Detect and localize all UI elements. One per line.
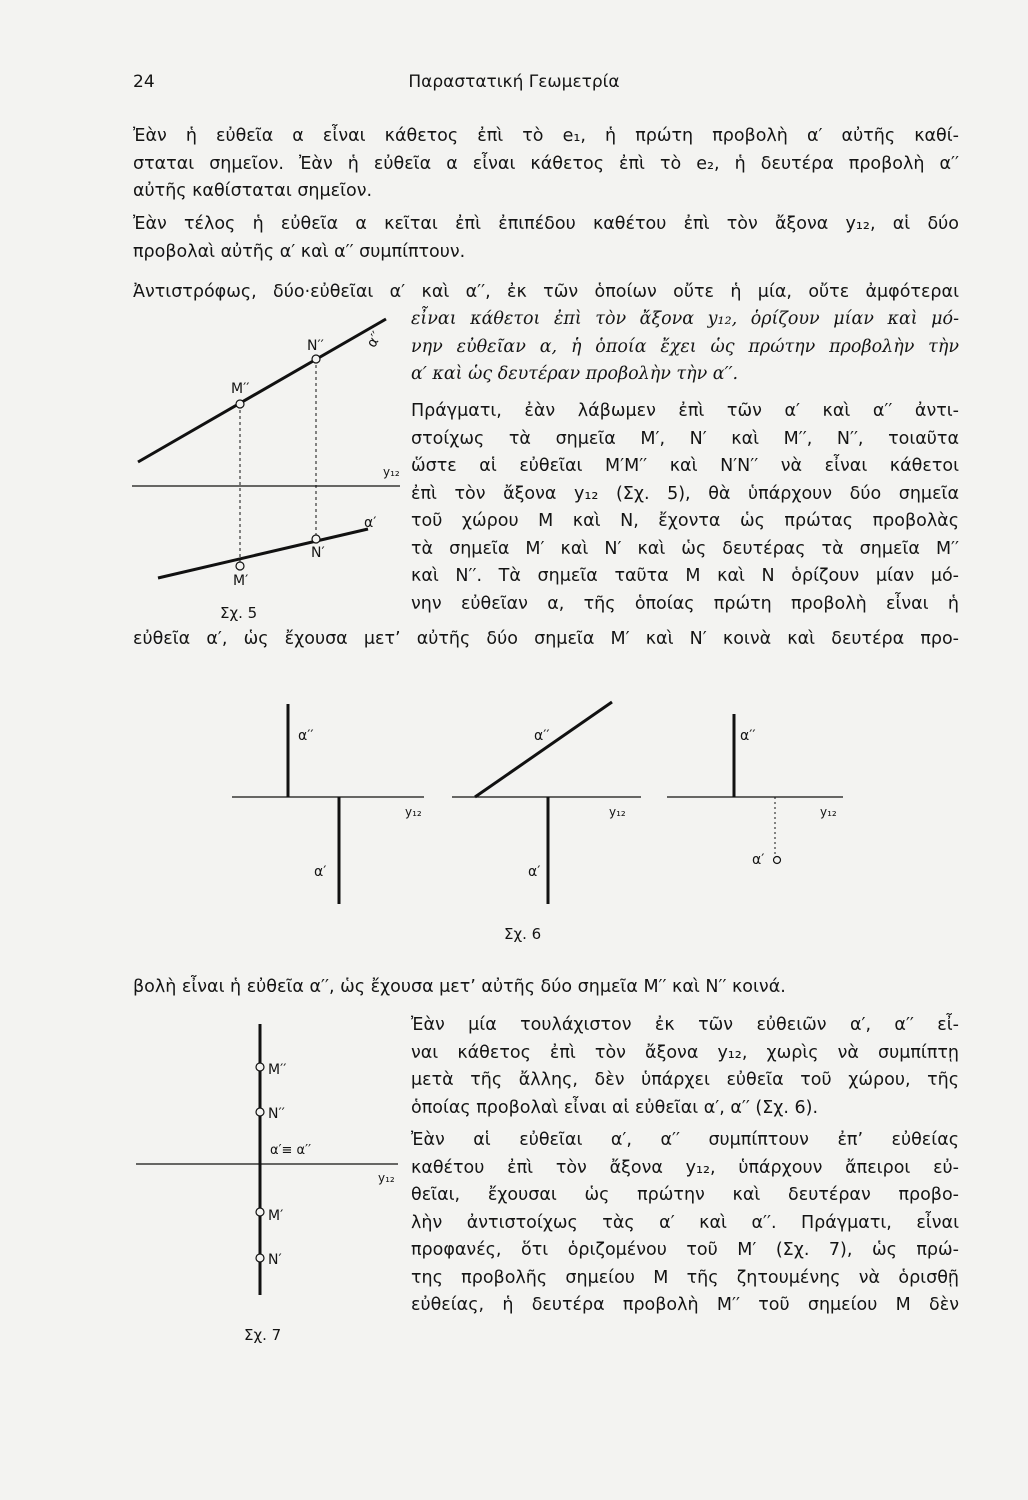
paragraph-4-end bbox=[133, 974, 959, 1002]
label-a2: α′′ bbox=[363, 329, 386, 351]
label-y12: y₁₂ bbox=[405, 805, 422, 819]
text-line: θεῖαι, ἔχουσαι ὡς πρώτην καὶ δευτέραν προβο- bbox=[411, 1185, 959, 1205]
text-line: Ἀντιστρόφως, δύο·εὐθεῖαι α′ καὶ α′′, ἐκ τῶν ὁποίων οὔτε ἡ μία, οὔτε ἀμφότεραι bbox=[133, 282, 959, 302]
text-line: καθέτου ἐπὶ τὸν ἄξονα y₁₂, ὑπάρχουν ἄπειροι εὐ- bbox=[411, 1157, 959, 1178]
text-line: ναι κάθετος ἐπὶ τὸν ἄξονα y₁₂, χωρὶς νὰ συμπίπτῃ bbox=[411, 1042, 959, 1063]
text-line: τοῦ χώρου M καὶ N, ἔχοντα ὡς πρώτας προβολὰς bbox=[411, 511, 959, 531]
text-line: ὥστε αἱ εὐθεῖαι M′M′′ καὶ N′N′′ νὰ εἶναι κάθετοι bbox=[411, 456, 959, 476]
text-line: ἐπὶ τὸν ἄξονα y₁₂ (Σχ. 5), θὰ ὑπάρχουν δύο σημεῖα bbox=[411, 483, 959, 504]
text-line: αὐτῆς καθίσταται σημεῖον. bbox=[133, 181, 373, 201]
label-n1: N′ bbox=[311, 545, 325, 561]
text-line: Ἐὰν ἡ εὐθεῖα α εἶναι κάθετος ἐπὶ τὸ e₁, ἡ πρώτη προβολὴ α′ αὐτῆς καθί- bbox=[133, 126, 959, 146]
text-line: βολὴ εἶναι ἡ εὐθεῖα α′′, ὡς ἔχουσα μετ’ αὐτῆς δύο σημεῖα M′′ καὶ N′′ κοινά. bbox=[133, 977, 786, 997]
figure-caption: Σχ. 5 bbox=[220, 604, 258, 622]
point-n1 bbox=[312, 535, 320, 543]
label-a2: α′′ bbox=[740, 728, 756, 744]
point-m2 bbox=[236, 400, 244, 408]
label-n2: N′′ bbox=[307, 338, 324, 354]
text-line: ὁποίας προβολαὶ εἶναι αἱ εὐθεῖαι α′, α′′ (Σχ. 6). bbox=[411, 1097, 819, 1118]
paragraph-4-full bbox=[133, 626, 959, 654]
label-a1: α′ bbox=[364, 515, 377, 531]
label-n2: N′′ bbox=[268, 1106, 285, 1122]
text-line: τὰ σημεῖα M′ καὶ N′ καὶ ὡς δευτέρας τὰ σημεῖα M′′ bbox=[411, 538, 959, 559]
text-line: σταται σημεῖον. Ἐὰν ἡ εὐθεῖα α εἶναι κάθετος ἐπὶ τὸ e₂, ἡ δευτέρα προβολὴ α′′ bbox=[133, 153, 959, 174]
text-line: προβολαὶ αὐτῆς α′ καὶ α′′ συμπίπτουν. bbox=[133, 241, 466, 262]
point-n2 bbox=[256, 1108, 264, 1116]
text-line: εὐθεῖα α′, ὡς ἔχουσα μετ’ αὐτῆς δύο σημεῖα M′ καὶ N′ κοινὰ καὶ δευτέρα προ- bbox=[133, 629, 959, 649]
label-m1: M′ bbox=[233, 573, 249, 589]
point-n1 bbox=[256, 1254, 264, 1262]
text-line: Ἐὰν αἱ εὐθεῖαι α′, α′′ συμπίπτουν ἐπ’ εὐθείας bbox=[411, 1130, 959, 1150]
point-n2 bbox=[312, 355, 320, 363]
paragraph-6 bbox=[411, 1127, 959, 1320]
text-line: λὴν ἀντιστοίχως τὰς α′ καὶ α′′. Πράγματι, εἶναι bbox=[411, 1212, 959, 1233]
page-number: 24 bbox=[133, 72, 155, 92]
figure-5 bbox=[128, 310, 403, 630]
text-line: μετὰ τῆς ἄλλης, δὲν ὑπάρχει εὐθεῖα τοῦ χώρου, τῆς bbox=[411, 1070, 959, 1090]
text-line: νην εὐθεῖαν α, τῆς ὁποίας πρώτη προβολὴ εἶναι ἡ bbox=[411, 593, 959, 614]
paragraph-5 bbox=[411, 1012, 959, 1122]
text-line: στοίχως τὰ σημεῖα M′, N′ καὶ M′′, N′′, τοιαῦτα bbox=[411, 428, 959, 449]
label-a1: α′ bbox=[314, 864, 327, 880]
point-a1 bbox=[774, 857, 781, 864]
label-y12: y₁₂ bbox=[378, 1171, 395, 1185]
text-line: Ἐὰν μία τουλάχιστον ἐκ τῶν εὐθειῶν α′, α′′ εἶ- bbox=[411, 1015, 959, 1035]
label-y12: y₁₂ bbox=[820, 805, 837, 819]
line-a-double-prime bbox=[138, 319, 386, 462]
figure-6 bbox=[228, 690, 856, 950]
text-line: εἶναι κάθετοι ἐπὶ τὸν ἄξονα y₁₂, ὁρίζουν μίαν καὶ μό- bbox=[411, 309, 959, 329]
point-m1 bbox=[236, 562, 244, 570]
label-a2: α′′ bbox=[298, 728, 314, 744]
paragraph-2 bbox=[133, 211, 959, 266]
text-line: Πράγματι, ἐὰν λάβωμεν ἐπὶ τῶν α′ καὶ α′′ ἀντι- bbox=[411, 401, 959, 421]
text-line: καὶ N′′. Τὰ σημεῖα ταῦτα M καὶ N ὁρίζουν μίαν μό- bbox=[411, 566, 959, 586]
label-y12: y₁₂ bbox=[609, 805, 626, 819]
line-a-double-prime bbox=[475, 702, 612, 797]
text-line: νην εὐθεῖαν α, ἡ ὁποία ἔχει ὡς πρώτην προβολὴν τὴν bbox=[411, 336, 959, 357]
label-y12: y₁₂ bbox=[383, 465, 400, 479]
label-m2: M′′ bbox=[268, 1062, 287, 1078]
label-a2: α′′ bbox=[534, 728, 550, 744]
line-a-prime bbox=[158, 529, 368, 578]
text-line: της προβολῆς σημείου M τῆς ζητουμένης νὰ ὁρισθῇ bbox=[411, 1267, 959, 1288]
label-a1: α′ bbox=[752, 852, 765, 868]
text-line: Ἐὰν τέλος ἡ εὐθεῖα α κεῖται ἐπὶ ἐπιπέδου καθέτου ἐπὶ τὸν ἄξονα y₁₂, αἱ δύο bbox=[133, 214, 959, 234]
label-m1: M′ bbox=[268, 1208, 284, 1224]
figure-7 bbox=[128, 1018, 418, 1348]
point-m1 bbox=[256, 1208, 264, 1216]
text-line: εὐθείας, ἡ δευτέρα προβολὴ M′′ τοῦ σημείου M δὲν bbox=[411, 1295, 959, 1315]
paragraph-3-first-line bbox=[133, 279, 959, 307]
running-title: Παραστατική Γεωμετρία bbox=[408, 72, 620, 92]
paragraph-4-wrap bbox=[411, 398, 959, 618]
point-m2 bbox=[256, 1063, 264, 1071]
text-line: προφανές, ὅτι ὁριζομένου τοῦ M′ (Σχ. 7), ὡς πρώ- bbox=[411, 1240, 959, 1260]
figure-caption: Σχ. 6 bbox=[504, 925, 542, 943]
label-a1: α′ bbox=[528, 864, 541, 880]
paragraph-1 bbox=[133, 123, 959, 206]
label-n1: N′ bbox=[268, 1252, 282, 1268]
label-m2: M′′ bbox=[231, 381, 250, 397]
label-coincident: α′≡ α′′ bbox=[270, 1143, 312, 1158]
text-line: α′ καὶ ὡς δευτέραν προβολὴν τὴν α′′. bbox=[411, 364, 739, 384]
figure-caption: Σχ. 7 bbox=[244, 1326, 282, 1344]
paragraph-3-wrap bbox=[411, 306, 959, 389]
